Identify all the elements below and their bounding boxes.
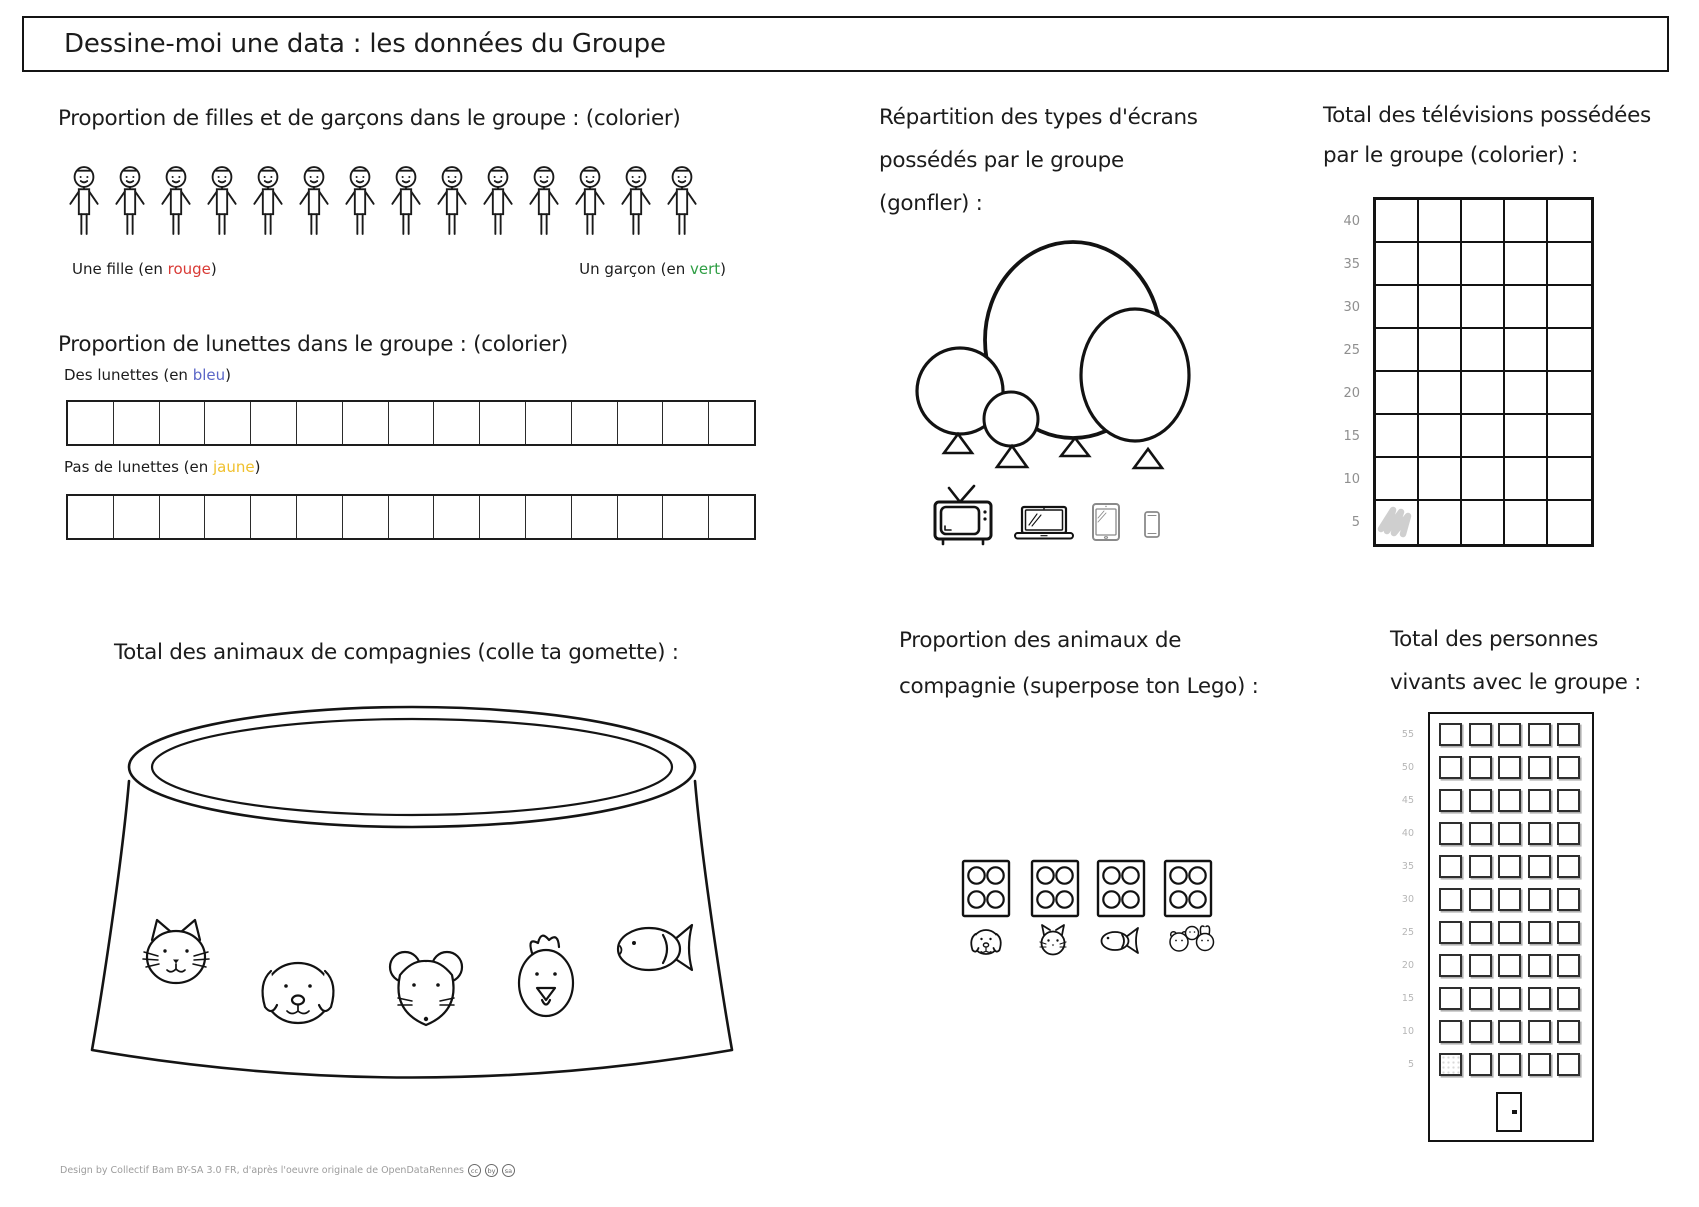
tv-axis-label: 10 <box>1343 472 1360 487</box>
other-small-pets-icon <box>1170 926 1214 951</box>
building-window <box>1469 921 1492 944</box>
building-window <box>1528 822 1551 845</box>
building-window <box>1498 888 1521 911</box>
tv-grid-cell <box>1462 372 1505 415</box>
tv-grid-cell <box>1462 200 1505 243</box>
tv-grid-cell <box>1419 329 1462 372</box>
building-window <box>1498 921 1521 944</box>
tv-axis-label: 5 <box>1351 515 1360 530</box>
stick-figure <box>620 164 652 242</box>
building-window <box>1439 723 1462 746</box>
pets-total-section-title: Total des animaux de compagnies (colle ta gomette) : <box>114 640 679 665</box>
tv-grid-cell <box>1548 501 1591 544</box>
tv-grid-cell <box>1505 372 1548 415</box>
legend-boy <box>540 260 726 278</box>
household-section-title <box>1390 618 1641 704</box>
glasses-cells-row-2 <box>66 494 756 540</box>
household-title-line1: Total des personnes <box>1390 627 1599 652</box>
building-window <box>1498 822 1521 845</box>
legend-girl-prefix: Une fille (en <box>72 260 168 278</box>
building-axis-label: 40 <box>1401 828 1414 839</box>
glasses-cell <box>526 402 572 444</box>
legend-boy-prefix: Un garçon (en <box>579 260 690 278</box>
balloon-right <box>1081 309 1189 468</box>
glasses-cell <box>618 402 664 444</box>
glasses-row-label-2 <box>64 458 260 476</box>
building-window <box>1557 888 1580 911</box>
screens-section-title <box>879 96 1198 225</box>
tv-grid-cell <box>1505 286 1548 329</box>
glasses-label2-suffix: ) <box>254 458 261 476</box>
tv-grid-cell <box>1548 243 1591 286</box>
balloons-and-devices-figure <box>895 230 1195 550</box>
glasses-cell <box>526 496 572 538</box>
tv-grid-cell <box>1462 243 1505 286</box>
worksheet-title-box <box>22 16 1669 72</box>
building-window <box>1498 756 1521 779</box>
building-window <box>1528 789 1551 812</box>
building-axis-label: 35 <box>1401 861 1414 872</box>
building-window <box>1469 1053 1492 1076</box>
footer-credit: Design by Collectif Bam BY-SA 3.0 FR, d'après l'oeuvre originale de OpenDataRennes <box>60 1165 464 1176</box>
building-window <box>1439 954 1462 977</box>
building-window <box>1469 1020 1492 1043</box>
building-window <box>1439 756 1462 779</box>
building-window <box>1439 789 1462 812</box>
gender-section-title: Proportion de filles et de garçons dans le groupe : (colorier) <box>58 106 681 131</box>
tablet-icon <box>1093 504 1119 540</box>
pet-bowl-figure <box>80 693 780 1108</box>
tv-grid-cell <box>1376 458 1419 501</box>
sa-license-icon: sa <box>502 1164 515 1177</box>
building-window <box>1469 888 1492 911</box>
building-window <box>1498 789 1521 812</box>
tv-grid-cell <box>1505 501 1548 544</box>
tv-grid-cell <box>1505 243 1548 286</box>
tv-axis-label: 40 <box>1343 214 1360 229</box>
tv-axis-label: 25 <box>1343 343 1360 358</box>
tv-grid-cell <box>1505 200 1548 243</box>
building-window <box>1469 855 1492 878</box>
tv-grid-cell <box>1419 372 1462 415</box>
building-axis-labels <box>1380 723 1414 1076</box>
building-window <box>1557 822 1580 845</box>
glasses-cell <box>68 402 114 444</box>
by-license-icon: by <box>485 1164 498 1177</box>
color-word-vert: vert <box>689 260 721 278</box>
glasses-cell <box>663 496 709 538</box>
lego-brick-3 <box>1098 861 1144 916</box>
lego-bricks-figure <box>958 858 1226 964</box>
tv-grid-cell <box>1376 415 1419 458</box>
glasses-cell <box>572 496 618 538</box>
glasses-cell <box>709 402 754 444</box>
building-door <box>1496 1092 1522 1132</box>
building-window <box>1528 855 1551 878</box>
glasses-cell <box>251 496 297 538</box>
building-window <box>1439 888 1462 911</box>
stick-figure <box>436 164 468 242</box>
building-figure <box>1428 712 1594 1142</box>
stick-figure <box>68 164 100 242</box>
building-window <box>1557 756 1580 779</box>
building-window <box>1469 789 1492 812</box>
lego-brick-4 <box>1165 861 1211 916</box>
glasses-cell <box>434 496 480 538</box>
glasses-cell <box>434 402 480 444</box>
color-word-jaune: jaune <box>213 458 255 476</box>
pets-proportion-section-title <box>899 618 1259 710</box>
glasses-cell <box>389 402 435 444</box>
building-window <box>1557 921 1580 944</box>
bowl-rim-outer <box>129 707 695 827</box>
page-title: Dessine-moi une data : les données du Groupe <box>64 29 666 59</box>
pets-proportion-title-line2: compagnie (superpose ton Lego) : <box>899 674 1259 699</box>
building-window <box>1528 723 1551 746</box>
tv-grid-cell <box>1505 415 1548 458</box>
tv-axis-label: 15 <box>1343 429 1360 444</box>
glasses-cell <box>663 402 709 444</box>
screens-title-line3: (gonfler) : <box>879 191 983 216</box>
televisions-section-title <box>1323 96 1651 176</box>
glasses-cell <box>160 402 206 444</box>
building-axis-label: 5 <box>1407 1059 1414 1070</box>
building-axis-label: 50 <box>1401 762 1414 773</box>
tv-grid-cell <box>1419 200 1462 243</box>
glasses-section-title: Proportion de lunettes dans le groupe : (colorier) <box>58 332 568 357</box>
building-axis-label: 45 <box>1401 795 1414 806</box>
screens-title-line1: Répartition des types d'écrans <box>879 105 1198 130</box>
tv-grid-cell <box>1376 329 1419 372</box>
building-window <box>1557 855 1580 878</box>
small-dog-icon <box>971 930 1000 954</box>
building-axis-label: 25 <box>1401 927 1414 938</box>
tv-grid-cell <box>1419 415 1462 458</box>
building-window <box>1498 1020 1521 1043</box>
building-axis-label: 30 <box>1401 894 1414 905</box>
building-window <box>1469 723 1492 746</box>
stick-figure <box>528 164 560 242</box>
building-window <box>1528 1053 1551 1076</box>
building-window <box>1469 954 1492 977</box>
building-window <box>1528 1020 1551 1043</box>
building-window <box>1439 1020 1462 1043</box>
glasses-cell <box>114 402 160 444</box>
stick-figure <box>114 164 146 242</box>
glasses-cell <box>343 496 389 538</box>
glasses-cells-row-1 <box>66 400 756 446</box>
small-cat-icon <box>1040 925 1066 955</box>
glasses-cell <box>160 496 206 538</box>
glasses-cell <box>343 402 389 444</box>
stick-figure <box>298 164 330 242</box>
stick-figures-row <box>68 164 698 242</box>
building-axis-label: 55 <box>1401 729 1414 740</box>
small-fish-icon <box>1102 928 1139 953</box>
footer <box>60 1164 515 1177</box>
household-title-line2: vivants avec le groupe : <box>1390 670 1642 695</box>
door-handle <box>1512 1110 1517 1114</box>
building-windows-grid <box>1439 723 1592 1076</box>
tv-grid-cell <box>1419 501 1462 544</box>
smartphone-icon <box>1145 512 1159 537</box>
building-window <box>1528 954 1551 977</box>
televisions-title-line2: par le groupe (colorier) : <box>1323 143 1579 168</box>
glasses-cell <box>205 496 251 538</box>
building-axis-label: 20 <box>1401 960 1414 971</box>
stick-figure <box>666 164 698 242</box>
glasses-label2-prefix: Pas de lunettes (en <box>64 458 214 476</box>
tv-grid-cell <box>1419 458 1462 501</box>
tv-grid-cell <box>1548 286 1591 329</box>
building-window <box>1557 1020 1580 1043</box>
glasses-cell <box>709 496 754 538</box>
tv-grid-cell <box>1462 329 1505 372</box>
building-window <box>1469 822 1492 845</box>
glasses-cell <box>480 402 526 444</box>
building-window <box>1557 789 1580 812</box>
building-window <box>1557 954 1580 977</box>
tv-grid-cell <box>1462 415 1505 458</box>
building-window <box>1498 723 1521 746</box>
glasses-cell <box>68 496 114 538</box>
stick-figure <box>206 164 238 242</box>
balloon-small <box>984 392 1038 467</box>
stick-figure <box>160 164 192 242</box>
building-window <box>1557 1053 1580 1076</box>
tv-grid <box>1373 197 1594 547</box>
tv-grid-cell <box>1376 243 1419 286</box>
building-axis-label: 10 <box>1401 1026 1414 1037</box>
glasses-label1-prefix: Des lunettes (en <box>64 366 193 384</box>
glasses-cell <box>297 402 343 444</box>
building-window <box>1469 987 1492 1010</box>
dog-face-icon <box>263 963 334 1023</box>
glasses-row-label-1 <box>64 366 231 384</box>
building-window <box>1498 987 1521 1010</box>
glasses-cell <box>251 402 297 444</box>
stick-figure <box>252 164 284 242</box>
building-window <box>1528 756 1551 779</box>
tv-axis-label: 20 <box>1343 386 1360 401</box>
tv-grid-cell <box>1462 501 1505 544</box>
stick-figure <box>574 164 606 242</box>
tv-grid-cell <box>1376 286 1419 329</box>
building-window <box>1498 954 1521 977</box>
tv-icon <box>935 486 991 544</box>
tv-grid-cell <box>1376 200 1419 243</box>
stick-figure <box>390 164 422 242</box>
tv-grid-cell <box>1548 200 1591 243</box>
building-window <box>1528 987 1551 1010</box>
pets-proportion-title-line1: Proportion des animaux de <box>899 628 1182 653</box>
laptop-icon <box>1015 507 1073 539</box>
lego-brick-1 <box>963 861 1009 916</box>
legend-boy-suffix: ) <box>720 260 726 278</box>
glasses-cell <box>205 402 251 444</box>
building-axis-label: 15 <box>1401 993 1414 1004</box>
tv-axis-label: 35 <box>1343 257 1360 272</box>
tv-grid-cell <box>1548 458 1591 501</box>
tv-grid-cell <box>1548 329 1591 372</box>
cc-license-icon: cc <box>468 1164 481 1177</box>
tv-grid-cell <box>1548 415 1591 458</box>
color-word-bleu: bleu <box>192 366 226 384</box>
tv-grid-cell <box>1419 243 1462 286</box>
tv-grid-cell <box>1376 372 1419 415</box>
building-window <box>1439 822 1462 845</box>
tv-axis-label: 30 <box>1343 300 1360 315</box>
building-window <box>1528 888 1551 911</box>
building-window <box>1557 723 1580 746</box>
glasses-label1-suffix: ) <box>225 366 231 384</box>
glasses-cell <box>114 496 160 538</box>
building-window <box>1439 921 1462 944</box>
building-window <box>1498 855 1521 878</box>
tv-grid-cell <box>1462 458 1505 501</box>
color-word-rouge: rouge <box>167 260 211 278</box>
building-window <box>1439 1053 1462 1076</box>
tv-grid-cell <box>1505 329 1548 372</box>
legend-girl <box>72 260 217 278</box>
tv-grid-cell <box>1505 458 1548 501</box>
building-window <box>1557 987 1580 1010</box>
glasses-cell <box>389 496 435 538</box>
example-scribble <box>1377 501 1415 539</box>
stick-figure <box>482 164 514 242</box>
glasses-cell <box>480 496 526 538</box>
screens-title-line2: possédés par le groupe <box>879 148 1124 173</box>
building-window <box>1498 1053 1521 1076</box>
building-window <box>1439 855 1462 878</box>
building-window <box>1528 921 1551 944</box>
glasses-cell <box>618 496 664 538</box>
tv-grid-cell <box>1419 286 1462 329</box>
building-window <box>1469 756 1492 779</box>
building-window <box>1439 987 1462 1010</box>
tv-grid-axis-labels <box>1320 200 1360 544</box>
lego-brick-2 <box>1032 861 1078 916</box>
stick-figure <box>344 164 376 242</box>
glasses-cell <box>297 496 343 538</box>
tv-grid-cell <box>1548 372 1591 415</box>
glasses-cell <box>572 402 618 444</box>
tv-grid-cell <box>1462 286 1505 329</box>
legend-girl-suffix: ) <box>210 260 217 278</box>
televisions-title-line1: Total des télévisions possédées <box>1323 103 1651 128</box>
